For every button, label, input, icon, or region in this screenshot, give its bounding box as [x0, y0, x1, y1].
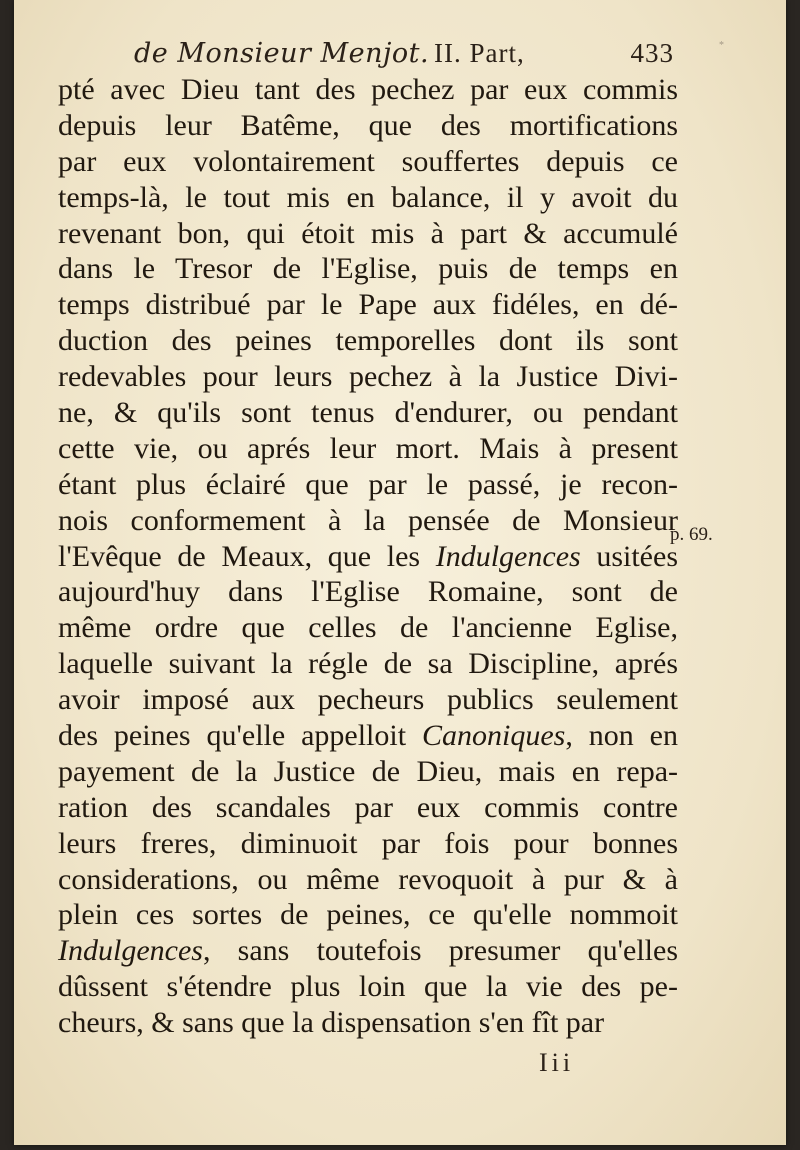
- text-line: dans le Tresor de l'Eglise, puis de temps en: [58, 252, 678, 286]
- page-number: 433: [630, 38, 674, 68]
- body-text: [58, 72, 678, 1041]
- text-line: cheurs, & sans que la dispensation s'en fît par: [58, 1006, 605, 1040]
- text-line: par eux volontairement souffertes depuis ce: [58, 144, 678, 178]
- text-line: [58, 718, 678, 754]
- text-segment: , non en: [565, 719, 678, 753]
- text-line: temps distribué par le Pape aux fidéles, en dé-: [58, 288, 678, 322]
- text-line: avoir imposé aux pecheurs publics seulement: [58, 683, 678, 717]
- text-line: [58, 539, 678, 575]
- text-line: nois conformement à la pensée de Monsieur: [58, 503, 678, 537]
- italic-term: Canoniques: [422, 719, 566, 753]
- italic-term: Indulgences: [435, 539, 581, 573]
- running-head-title: de Monsieur Menjot.: [134, 38, 430, 69]
- text-line: duction des peines temporelles dont ils sont: [58, 324, 678, 358]
- text-segment: l'Evêque de Meaux, que les: [58, 539, 436, 573]
- text-line: cette vie, ou aprés leur mort. Mais à present: [58, 431, 678, 465]
- text-line: laquelle suivant la régle de sa Discipline, aprés: [58, 647, 678, 681]
- text-line: depuis leur Batême, que des mortifications: [58, 108, 678, 142]
- text-line: leurs freres, diminuoit par fois pour bonnes: [58, 826, 678, 860]
- corner-mark: *: [719, 40, 724, 51]
- text-line: aujourd'huy dans l'Eglise Romaine, sont de: [58, 575, 678, 609]
- italic-term: Indulgences: [58, 934, 203, 968]
- text-line: plein ces sortes de peines, ce qu'elle nommoit: [58, 898, 678, 932]
- book-page: [14, 0, 786, 1145]
- text-line: revenant bon, qui étoit mis à part & accumulé: [58, 216, 678, 250]
- text-line: étant plus éclairé que par le passé, je recon-: [58, 467, 678, 501]
- text-line: payement de la Justice de Dieu, mais en repa-: [58, 754, 678, 788]
- text-line: ne, & qu'ils sont tenus d'endurer, ou pendant: [58, 396, 678, 430]
- text-line: considerations, ou même revoquoit à pur & à: [58, 862, 678, 896]
- text-line: dûssent s'étendre plus loin que la vie des pe-: [58, 970, 678, 1004]
- text-line: pté avec Dieu tant des pechez par eux commis: [58, 73, 678, 106]
- text-line: redevables pour leurs pechez à la Justice Divi-: [58, 360, 678, 394]
- text-segment: usitées: [580, 539, 678, 573]
- text-line: ration des scandales par eux commis contre: [58, 790, 678, 824]
- running-head-part: II. Part,: [434, 38, 525, 68]
- text-segment: des peines qu'elle appelloit: [58, 719, 422, 753]
- margin-reference: p. 69.: [670, 524, 713, 545]
- text-segment: , sans toutefois presumer qu'elles: [202, 934, 678, 968]
- signature-mark: Iii: [539, 1048, 575, 1077]
- text-line: temps-là, le tout mis en balance, il y avoit du: [58, 180, 678, 214]
- text-line: même ordre que celles de l'ancienne Eglise,: [58, 611, 678, 645]
- text-line: [58, 933, 678, 969]
